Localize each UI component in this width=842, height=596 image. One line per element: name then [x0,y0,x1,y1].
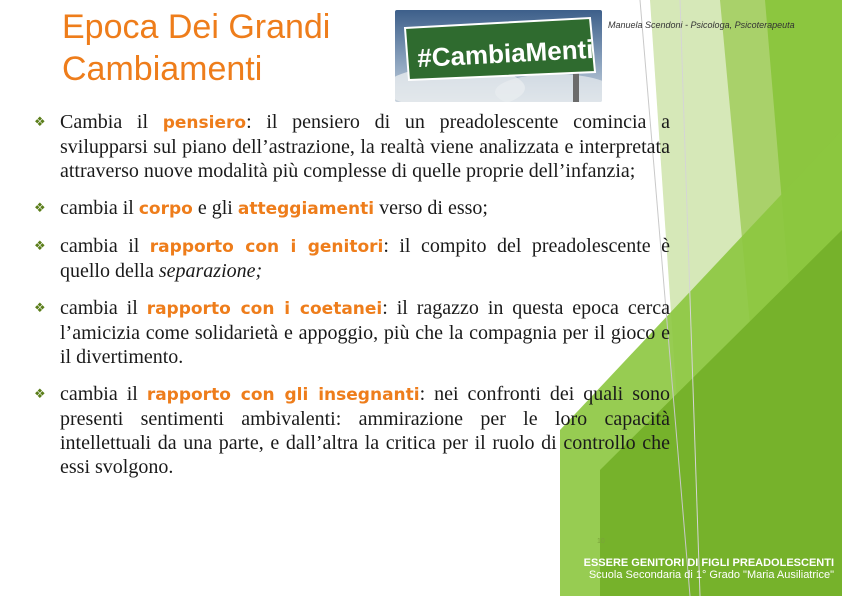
title-line-1: Epoca Dei Grandi [62,8,331,46]
keyword: rapporto con i genitori [149,237,384,257]
diamond-bullet-icon: ❖ [34,300,46,315]
bullet-list [34,110,670,492]
page-number: 10 [597,538,605,545]
keyword: rapporto con i coetanei [146,299,383,319]
diamond-bullet-icon: ❖ [34,114,46,129]
keyword: rapporto con gli insegnanti [146,385,420,405]
slide-title [62,6,330,90]
list-item: ❖ cambia il rapporto con i genitori: il compito del preadolescente è quello della separazione; [34,235,671,282]
list-item: ❖ cambia il rapporto con gli insegnanti: nei confronti dei quali sono presenti sentimenti ambivalenti: ammirazione per le loro capacità intellettuali da una parte, e dall’altra la critica per il ruolo di controllo che essi svolgono. [34,383,671,478]
footer-title: ESSERE GENITORI DI FIGLI PREADOLESCENTI [583,557,834,569]
sign-text: #CambiaMenti [416,33,595,74]
keyword: pensiero [162,113,247,133]
keyword: atteggiamenti [237,199,375,219]
title-line-2: Cambiamenti [62,50,263,88]
author-credit: Manuela Scendoni - Psicologa, Psicoterapeuta [608,20,795,30]
diamond-bullet-icon: ❖ [34,386,46,401]
cambiamenti-sign-image [395,10,602,102]
diamond-bullet-icon: ❖ [34,238,46,253]
diamond-bullet-icon: ❖ [34,200,46,215]
list-item: ❖ Cambia il pensiero: il pensiero di un preadolescente comincia a svilupparsi sul piano dell’astrazione, la realtà viene analizzata e interpretata attraverso nuove modalità più complesse di quelle proprie dell’infanzia; [34,111,670,182]
list-item: ❖ cambia il corpo e gli atteggiamenti verso di esso; [34,197,488,219]
list-item: ❖ cambia il rapporto con i coetanei: il ragazzo in questa epoca cerca l’amicizia come solidarietà e appoggio, più che la compagnia per il gioco e il divertimento. [34,297,670,368]
footer-subtitle: Scuola Secondaria di 1° Grado "Maria Ausiliatrice" [588,569,834,581]
slide-footer [584,557,834,581]
keyword: corpo [138,199,193,219]
